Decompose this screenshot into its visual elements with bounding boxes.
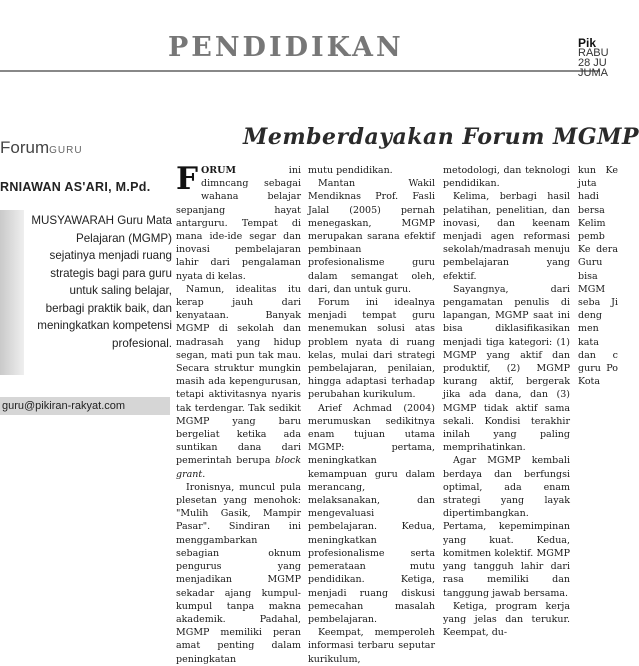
header-divider — [0, 70, 600, 72]
paragraph: ini dimncang sebagai wahana belajar sepanjang hayat antarguru. Tempat di mana ide-ide segar dan inovasi pembelajaran lahir dari pengalaman nyata di kelas. — [176, 165, 301, 282]
paragraph: Mantan Wakil Mendiknas Prof. Fasli Jalal (2005) pernah menegaskan, MGMP merupakan sarana efektif pembinaan profesionalisme guru dalam semangat oleh, dari, dan untuk guru. — [308, 178, 435, 295]
paragraph-text: Namun, idealitas itu kerap jauh dari kenyataan. Banyak MGMP di sekolah dan madrasah yang hidup segan, mati pun tak mau. Secara struktur mungkin masih ada kepengurusan, tetapi aktivitasnya nyaris tak terdengar. Tak sedikit MGMP yang baru bergeliat ketika ada suntikan dana dari pemerintah berupa — [176, 283, 301, 467]
drop-cap: F — [176, 161, 199, 197]
newspaper-masthead — [578, 38, 609, 78]
author-email[interactable]: guru@pikiran-rakyat.com — [0, 397, 170, 415]
paragraph: kun Ke juta hadi bersa Kelim pemb Ke dera Guru bisa MGM seba Ji deng men kata dan c guru Po Kota — [578, 165, 618, 388]
paragraph: Sayangnya, dari pengamatan penulis di lapangan, MGMP saat ini bisa diklasifikasikan menjadi tiga kategori: (1) MGMP yang aktif dan produktif, (2) MGMP kurang aktif, bergerak jika ada dana, dan (3) MGMP tidak aktif sama sekali. Kondisi terakhir inilah yang paling memprihatinkan. — [443, 283, 570, 454]
column-label-main: Forum — [0, 138, 50, 157]
article-column-1 — [176, 161, 301, 665]
paragraph: Agar MGMP kembali berdaya dan berfungsi optimal, ada enam strategi yang layak dipertimbangkan. Pertama, kepemimpinan yang kuat. Kedua, komitmen kolektif. MGMP yang tangguh lahir dari rasa memiliki dan tanggung jawab bersama. — [443, 455, 570, 599]
masthead-brand: Pik — [578, 36, 597, 50]
author-name: RNIAWAN AS'ARI, M.Pd. — [0, 180, 151, 194]
article-column-3 — [443, 164, 570, 639]
column-label — [0, 138, 83, 158]
masthead-day: RABU — [578, 47, 609, 59]
masthead-date: 28 JU — [578, 57, 607, 69]
paragraph: Forum ini idealnya menjadi tempat guru menemukan solusi atas problem nyata di ruang kelas, mulai dari strategi pembelajaran, penilaian, hingga adaptasi terhadap perubahan kurikulum. — [308, 297, 435, 401]
paragraph — [176, 283, 301, 481]
author-bio: MUSYAWARAH Guru Mata Pelajaran (MGMP) sejatinya menjadi ruang strategis bagi para guru untuk saling belajar, berbagi praktik baik, dan meningkatkan kompetensi profesional. — [31, 214, 172, 350]
italic-term: block grant. — [176, 455, 301, 480]
section-title: PENDIDIKAN — [168, 32, 404, 63]
paragraph: metodologi, dan teknologi pendidikan. — [443, 165, 570, 190]
column-label-sub: GURU — [49, 145, 83, 156]
paragraph: Keempat, memperoleh informasi terbaru seputar kurikulum, — [308, 627, 435, 665]
paragraph: Ketiga, program kerja yang jelas dan terukur. Keempat, du- — [443, 600, 570, 639]
article-column-4-cropped — [578, 164, 618, 450]
masthead-extra: JUMA — [578, 67, 608, 79]
article-column-2 — [308, 164, 435, 665]
paragraph: Ironisnya, muncul pula plesetan yang menohok: "Mulih Gasik, Mampir Pasar". Sindiran ini menggambarkan sebagian oknum pengurus yang menjadikan MGMP sekadar ajang kumpul-kumpul tanpa makna akademik. Padahal, MGMP memiliki peran amat penting dalam peningkatan — [176, 481, 301, 665]
paragraph: mutu pendidikan. — [308, 165, 393, 176]
author-photo — [0, 210, 24, 375]
article-headline: Memberdayakan Forum MGMP — [243, 124, 639, 150]
lead-word: ORUM — [201, 165, 236, 176]
paragraph: Kelima, berbagi hasil pelatihan, penelitian, dan inovasi, dan keenam menjadi agen reformasi sekolah/madrasah menuju pembelajaran yang efektif. — [443, 191, 570, 282]
paragraph: Arief Achmad (2004) merumuskan sedikitnya enam tujuan utama MGMP: pertama, meningkatkan kemampuan guru dalam merancang, melaksanakan, dan mengevaluasi pembelajaran. Kedua, meningkatkan profesionalisme serta pemerataan mutu pendidikan. Ketiga, menjadi ruang diskusi pemecahan masalah pembelajaran. — [308, 402, 435, 625]
